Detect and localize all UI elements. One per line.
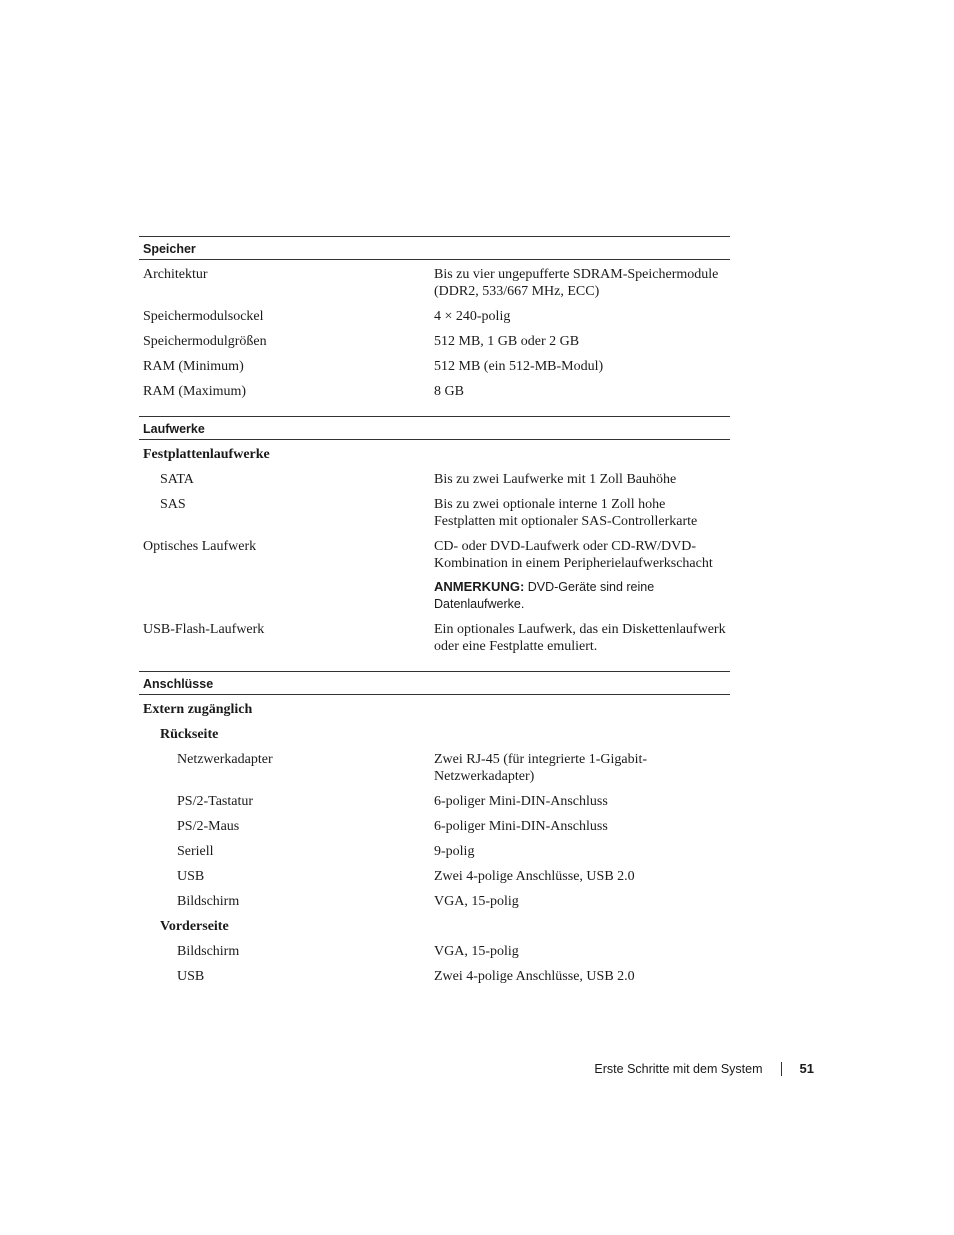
row-label: Bildschirm	[177, 894, 240, 909]
section-header-speicher: Speicher	[139, 236, 730, 260]
row-label: Architektur	[143, 267, 208, 282]
row-value	[434, 446, 730, 463]
row-value: Bis zu vier ungepufferte SDRAM-Speichermodule (DDR2, 533/667 MHz, ECC)	[434, 267, 719, 299]
row-label: Vorderseite	[160, 919, 229, 934]
section-header-anschluesse: Anschlüsse	[139, 671, 730, 695]
table-row	[139, 789, 730, 814]
row-label: Speichermodulsockel	[143, 309, 264, 324]
section-laufwerke	[139, 440, 730, 659]
row-label: Seriell	[177, 844, 214, 859]
row-label: Extern zugänglich	[143, 702, 253, 717]
row-value: 6-poliger Mini-DIN-Anschluss	[434, 819, 608, 834]
table-row	[139, 839, 730, 864]
row-value: Ein optionales Laufwerk, das ein Diskettenlaufwerk oder eine Festplatte emuliert.	[434, 622, 726, 654]
page-number: 51	[799, 1061, 814, 1076]
table-row	[139, 329, 730, 354]
row-value: 4 × 240-polig	[434, 309, 511, 324]
row-label: SAS	[160, 497, 186, 512]
table-row	[139, 304, 730, 329]
table-row	[139, 814, 730, 839]
note-label: ANMERKUNG:	[434, 579, 525, 594]
table-row	[139, 467, 730, 492]
footer-divider	[781, 1062, 782, 1076]
row-label: USB	[177, 969, 205, 984]
chapter-title: Erste Schritte mit dem System	[594, 1061, 763, 1076]
row-value: Bis zu zwei Laufwerke mit 1 Zoll Bauhöhe	[434, 472, 677, 487]
section-anschluesse	[139, 695, 730, 989]
row-value: 6-poliger Mini-DIN-Anschluss	[434, 794, 608, 809]
note-text: DVD-Geräte sind reine Datenlaufwerke.	[434, 580, 655, 611]
spec-table	[139, 236, 730, 989]
table-row	[139, 864, 730, 889]
table-row	[139, 722, 730, 747]
row-label: RAM (Maximum)	[143, 384, 247, 399]
row-label: Rückseite	[160, 727, 219, 742]
table-row	[139, 914, 730, 939]
table-row	[139, 492, 730, 534]
row-value: CD- oder DVD-Laufwerk oder CD-RW/DVD-Kombination in einem Peripherielaufwerkschacht	[434, 539, 713, 571]
section-gap	[139, 404, 730, 416]
page-footer	[580, 1061, 814, 1076]
table-row	[139, 379, 730, 404]
row-label: PS/2-Tastatur	[177, 794, 254, 809]
section-gap	[139, 659, 730, 671]
table-row	[139, 889, 730, 914]
row-value: Zwei 4-polige Anschlüsse, USB 2.0	[434, 969, 635, 984]
table-row	[139, 534, 730, 617]
table-row	[139, 939, 730, 964]
row-label: USB-Flash-Laufwerk	[143, 622, 265, 637]
table-row	[139, 262, 730, 304]
note	[434, 578, 730, 613]
row-value	[434, 918, 730, 935]
row-value-cell	[434, 538, 730, 613]
row-value	[434, 701, 730, 718]
row-label: USB	[177, 869, 205, 884]
table-row	[139, 747, 730, 789]
row-value	[434, 726, 730, 743]
table-row	[139, 617, 730, 659]
row-value: Zwei 4-polige Anschlüsse, USB 2.0	[434, 869, 635, 884]
row-label: Speichermodulgrößen	[143, 334, 267, 349]
row-label: Bildschirm	[177, 944, 240, 959]
row-value: Bis zu zwei optionale interne 1 Zoll hohe Festplatten mit optionaler SAS-Controllerkarte	[434, 497, 698, 529]
table-row	[139, 964, 730, 989]
row-value: 8 GB	[434, 384, 464, 399]
row-label: PS/2-Maus	[177, 819, 240, 834]
table-row	[139, 442, 730, 467]
row-label: RAM (Minimum)	[143, 359, 244, 374]
row-label: Netzwerkadapter	[177, 752, 273, 767]
row-value: Zwei RJ-45 (für integrierte 1-Gigabit-Netzwerkadapter)	[434, 752, 648, 784]
row-label: Optisches Laufwerk	[143, 539, 257, 554]
section-speicher	[139, 260, 730, 404]
row-value: VGA, 15-polig	[434, 944, 519, 959]
row-value: VGA, 15-polig	[434, 894, 519, 909]
table-row	[139, 354, 730, 379]
row-label: Festplattenlaufwerke	[143, 447, 270, 462]
row-value: 9-polig	[434, 844, 475, 859]
row-value: 512 MB (ein 512-MB-Modul)	[434, 359, 604, 374]
row-label: SATA	[160, 472, 194, 487]
table-row	[139, 697, 730, 722]
section-header-laufwerke: Laufwerke	[139, 416, 730, 440]
row-value: 512 MB, 1 GB oder 2 GB	[434, 334, 580, 349]
